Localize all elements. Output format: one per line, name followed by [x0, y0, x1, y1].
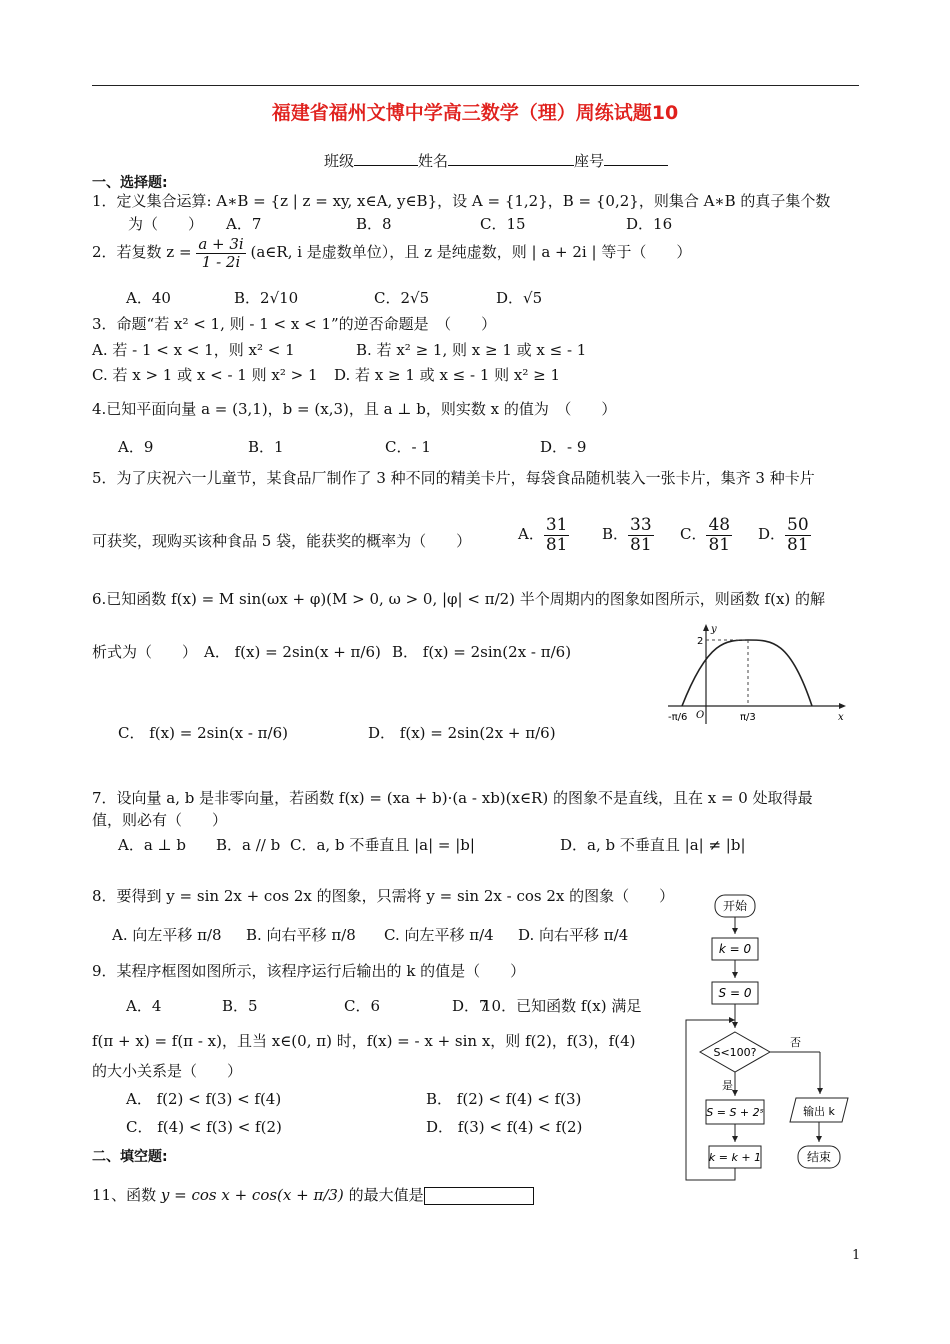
- name-label: 姓名: [418, 152, 449, 170]
- flow-k-init-text: k = 0: [718, 942, 752, 956]
- flow-no-label: 否: [790, 1036, 801, 1049]
- q10-line3: 的大小关系是（ ）: [92, 1062, 243, 1080]
- q5-option-a-label: A．: [518, 525, 544, 544]
- seat-blank[interactable]: [604, 151, 668, 166]
- q2-fraction: [196, 236, 245, 270]
- graph-origin-label: O: [696, 710, 705, 721]
- program-flowchart: [682, 888, 862, 1188]
- q6-option-b: B． f(x) = 2sin(2x - π/6): [392, 643, 572, 661]
- q8-option-a: A. 向左平移 π/8: [112, 926, 222, 944]
- q9-option-c: C．6: [344, 997, 381, 1015]
- graph-x-left-label: -π/6: [668, 712, 688, 723]
- q2-option-c: C．2√5: [374, 289, 430, 307]
- q11-expr: y = cos x + cos(x + π/3): [160, 1186, 344, 1204]
- flow-start-text: 开始: [722, 899, 748, 913]
- q9-option-a: A．4: [126, 997, 162, 1015]
- q5-b-num: 33: [630, 515, 652, 535]
- q5-option-a: [518, 516, 569, 554]
- q5-a-den: 81: [545, 534, 568, 555]
- q2-option-b: B．2√10: [234, 289, 299, 307]
- q7-option-c: C．a, b 不垂直且 |a| = |b|: [290, 836, 475, 854]
- flow-update-k-text: k = k + 1: [708, 1151, 762, 1164]
- q6-option-d: D． f(x) = 2sin(2x + π/6): [368, 724, 556, 742]
- flow-yes-label: 是: [722, 1079, 733, 1092]
- q5-option-c: [680, 516, 732, 554]
- q6-cont: 析式为（ ）: [92, 643, 198, 661]
- q5-option-d-label: D．: [758, 525, 786, 544]
- q5-a-num: 31: [545, 515, 568, 535]
- q2-option-d: D．√5: [496, 289, 543, 307]
- class-blank[interactable]: [354, 151, 418, 166]
- q10-option-a: A． f(2) < f(3) < f(4): [126, 1090, 282, 1108]
- q10-option-d: D． f(3) < f(4) < f(2): [426, 1118, 583, 1136]
- q5-option-a-frac: [544, 516, 570, 554]
- q3-option-c: C. 若 x > 1 或 x < - 1 则 x² > 1: [92, 366, 318, 384]
- q9-option-d: D．7: [452, 997, 489, 1015]
- q5-option-c-label: C．: [680, 525, 707, 544]
- section-choice-heading: 一、选择题:: [92, 175, 168, 191]
- seat-label: 座号: [574, 152, 605, 170]
- name-blank[interactable]: [448, 151, 574, 166]
- flow-update-s-text: S = S + 2ˢ: [706, 1106, 764, 1119]
- q1-option-a: A．7: [226, 215, 262, 233]
- flow-end-text: 结束: [806, 1150, 832, 1164]
- flow-s-init-text: S = 0: [718, 986, 752, 1000]
- q5-b-den: 81: [630, 534, 652, 555]
- q5-option-d-frac: [785, 516, 811, 554]
- graph-peak-label: 2: [697, 636, 704, 647]
- q10-option-b: B． f(2) < f(4) < f(3): [426, 1090, 582, 1108]
- q11-answer-box[interactable]: [424, 1187, 534, 1205]
- q3-option-a: A. 若 - 1 < x < 1，则 x² < 1: [92, 341, 295, 359]
- student-info-line: [324, 150, 668, 171]
- q2-option-a: A．40: [126, 289, 171, 307]
- q2-numerator: a + 3i: [198, 235, 244, 253]
- q10-line1: 10．已知函数 f(x) 满足: [482, 997, 642, 1015]
- q9-option-b: B．5: [222, 997, 258, 1015]
- q3-stem: 3．命题“若 x² < 1, 则 - 1 < x < 1”的逆否命题是 （ ）: [92, 315, 497, 333]
- graph-y-label: y: [711, 624, 717, 635]
- q9-stem: 9．某程序框图如图所示，该程序运行后输出的 k 的值是（ ）: [92, 962, 526, 980]
- q5-option-b-label: B．: [602, 525, 629, 544]
- graph-x-peak-label: π/3: [740, 712, 756, 723]
- page-number: 1: [852, 1248, 861, 1263]
- q5-option-c-frac: [706, 516, 732, 554]
- q7-option-d: D．a, b 不垂直且 |a| ≠ |b|: [560, 836, 746, 854]
- q8-option-d: D. 向右平移 π/4: [518, 926, 629, 944]
- graph-x-arrow: [839, 703, 846, 709]
- page-title: 福建省福州文博中学高三数学（理）周练试题10: [271, 102, 679, 124]
- graph-curve: [682, 640, 812, 706]
- q4-option-d: D．- 9: [540, 438, 587, 456]
- q7-option-a: A．a ⊥ b: [118, 836, 187, 854]
- q4-stem: 4.已知平面向量 a = (3,1)，b = (x,3)，且 a ⊥ b，则实数 x 的值为 （ ）: [92, 400, 617, 418]
- q2-pre: 2．若复数 z =: [92, 243, 192, 261]
- q1-option-b: B．8: [356, 215, 392, 233]
- q5-d-den: 81: [787, 534, 809, 555]
- flow-output-text: 输出 k: [803, 1105, 835, 1118]
- q5-stem: 5．为了庆祝六一儿童节，某食品厂制作了 3 种不同的精美卡片，每袋食品随机装入一张卡片，集齐 3 种卡片: [92, 469, 815, 487]
- q10-option-c: C． f(4) < f(3) < f(2): [126, 1118, 282, 1136]
- q7-option-b: B．a // b: [216, 836, 281, 854]
- q1-option-d: D．16: [626, 215, 673, 233]
- q6-option-a: A． f(x) = 2sin(x + π/6): [204, 643, 381, 661]
- q4-option-b: B．1: [248, 438, 284, 456]
- q10-line2: f(π + x) = f(π - x)，且当 x∈(0, π) 时，f(x) = - x + sin x，则 f(2)，f(3)，f(4): [92, 1032, 636, 1050]
- q3-option-b: B. 若 x² ≥ 1, 则 x ≥ 1 或 x ≤ - 1: [356, 341, 587, 359]
- flow-condition-text: S<100?: [713, 1046, 757, 1059]
- q11-line: [92, 1184, 534, 1205]
- q7-cont: 值，则必有（ ）: [92, 811, 228, 829]
- q2-post: (a∈R, i 是虚数单位），且 z 是纯虚数，则 | a + 2i | 等于（ ）: [250, 243, 692, 261]
- q5-c-den: 81: [708, 534, 731, 555]
- q2-line: [92, 236, 691, 270]
- q1-option-c: C．15: [480, 215, 526, 233]
- graph-y-arrow: [703, 624, 709, 631]
- q5-d-num: 50: [787, 515, 809, 535]
- q8-option-b: B. 向右平移 π/8: [246, 926, 356, 944]
- q5-option-b-frac: [628, 516, 654, 554]
- q1-cont: 为（ ）: [128, 215, 204, 233]
- q5-option-b: [602, 516, 654, 554]
- top-rule: [92, 85, 859, 86]
- q4-option-c: C．- 1: [385, 438, 431, 456]
- q7-stem: 7．设向量 a, b 是非零向量，若函数 f(x) = (xa + b)·(a - xb)(x∈R) 的图象不是直线，且在 x = 0 处取得最: [92, 789, 813, 807]
- q8-option-c: C. 向左平移 π/4: [384, 926, 494, 944]
- section-fill-heading: 二、填空题:: [92, 1149, 168, 1165]
- q5-option-d: [758, 516, 811, 554]
- q5-cont: 可获奖，现购买该种食品 5 袋，能获奖的概率为（ ）: [92, 532, 472, 550]
- q5-c-num: 48: [708, 515, 731, 535]
- q1-stem: 1．定义集合运算: A∗B = {z | z = xy, x∈A, y∈B}，设 A = {1,2}，B = {0,2}，则集合 A∗B 的真子集个数: [92, 192, 831, 210]
- q11-pre: 11、函数: [92, 1186, 157, 1204]
- q8-stem: 8．要得到 y = sin 2x + cos 2x 的图象，只需将 y = sin 2x - cos 2x 的图象（ ）: [92, 887, 675, 905]
- q6-stem: 6.已知函数 f(x) = M sin(ωx + φ)(M > 0, ω > 0, |φ| < π/2) 半个周期内的图象如图所示，则函数 f(x) 的解: [92, 590, 826, 608]
- q11-post: 的最大值是: [348, 1186, 424, 1204]
- q2-denominator: 1 - 2i: [201, 252, 241, 271]
- q6-sine-graph: [660, 620, 850, 730]
- graph-x-label: x: [838, 712, 844, 723]
- q4-option-a: A．9: [118, 438, 154, 456]
- class-label: 班级: [324, 152, 355, 170]
- q3-option-d: D. 若 x ≥ 1 或 x ≤ - 1 则 x² ≥ 1: [334, 366, 561, 384]
- q6-option-c: C． f(x) = 2sin(x - π/6): [118, 724, 288, 742]
